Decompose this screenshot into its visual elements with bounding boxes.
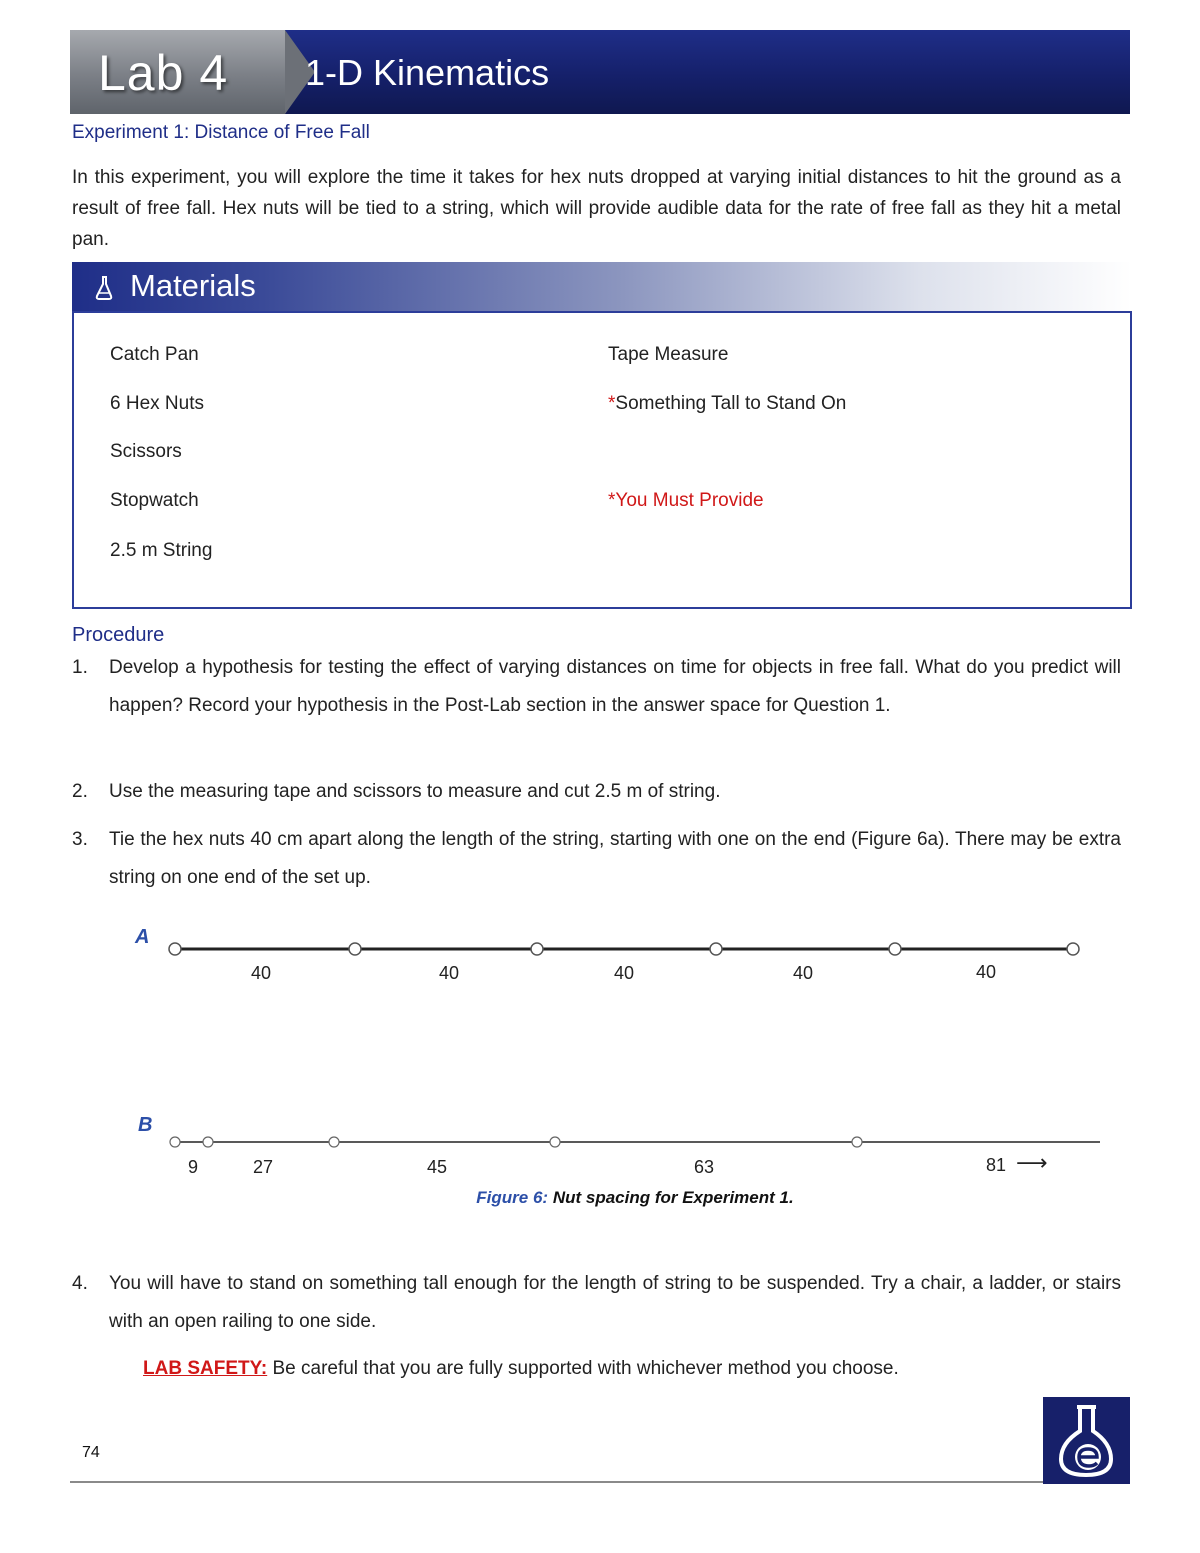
procedure-step [72,821,1121,897]
experiment-title: Experiment 1: Distance of Free Fall [72,122,370,143]
figure-caption-text: Nut spacing for Experiment 1. [548,1188,794,1207]
lab-number-label: Lab 4 [98,45,229,101]
lab-title: 1-D Kinematics [305,52,550,93]
step-number: 4. [72,1273,88,1294]
hex-nut [710,943,722,955]
hex-nut [852,1137,862,1147]
hex-nut [550,1137,560,1147]
spacing-label-a: 40 [613,963,635,983]
step-text: Tie the hex nuts 40 cm apart along the length of the string, starting with one on the end (Figure 6a). There may be extra string on one end of the set up. [109,829,1121,888]
continuation-arrow-icon: ⟶ [1016,1151,1048,1176]
material-item: Tape Measure [608,344,729,365]
hex-nut [329,1137,339,1147]
hex-nut [531,943,543,955]
spacing-label-b: 45 [426,1157,448,1177]
figure-caption-label: Figure 6: [476,1188,549,1207]
figure-b-label: B [138,1114,153,1136]
procedure-step [72,773,1121,811]
step-text: Use the measuring tape and scissors to measure and cut 2.5 m of string. [109,781,721,802]
material-item: 2.5 m String [110,540,213,561]
hex-nut [889,943,901,955]
spacing-label-a: 40 [250,963,272,983]
nut-spacing-figure [120,915,1120,1185]
experiment-intro: In this experiment, you will explore the time it takes for hex nuts dropped at varying initial distances to hit the ground as a result of free fall. Hex nuts will be tied to a string, which will provide audible data for the rate of free fall as they hit a metal pan. [72,167,1121,250]
procedure-step [72,649,1121,725]
step-number: 2. [72,781,88,802]
lab-header-banner [70,30,1130,114]
hex-nut [203,1137,213,1147]
hex-nut [170,1137,180,1147]
figure-caption [0,1188,1200,1208]
spacing-label-a: 40 [792,963,814,983]
spacing-label-b: 27 [252,1157,274,1177]
flask-e-logo-icon [1043,1397,1130,1484]
spacing-label-b: 9 [187,1157,199,1177]
step-text: You will have to stand on something tall enough for the length of string to be suspended. Try a chair, a ladder, or stairs with an open railing to one side. [109,1273,1121,1332]
material-item: Stopwatch [110,490,199,511]
procedure-title: Procedure [72,624,165,646]
footer-divider [70,1481,1043,1483]
materials-header-bar [72,262,1132,312]
lab-safety-text: Be careful that you are fully supported with whichever method you choose. [267,1358,899,1379]
figure-a-label: A [135,926,150,948]
step-number: 3. [72,829,88,850]
spacing-label-a: 40 [438,963,460,983]
spacing-label-a: 40 [975,962,997,982]
spacing-label-b: 63 [693,1157,715,1177]
lab-safety-label: LAB SAFETY: [143,1358,268,1379]
material-item: Scissors [110,441,182,462]
material-item: 6 Hex Nuts [110,393,204,414]
materials-note: *You Must Provide [608,490,764,511]
material-item: Catch Pan [110,344,199,365]
spacing-label-b: 81 [985,1155,1007,1175]
materials-box [72,311,1132,609]
hex-nut [169,943,181,955]
step-number: 1. [72,657,88,678]
material-item-user-provided: *Something Tall to Stand On [608,393,847,414]
lab-safety-note [143,1358,899,1380]
page-number: 74 [82,1444,100,1461]
materials-title: Materials [130,268,256,303]
material-item-text: Something Tall to Stand On [615,393,847,414]
flask-hand-icon [92,275,118,306]
step-text: Develop a hypothesis for testing the effect of varying distances on time for objects in free fall. What do you predict will happen? Record your hypothesis in the Post-Lab section in the answer space for Question 1. [109,657,1121,716]
procedure-step [72,1265,1121,1341]
hex-nut [1067,943,1079,955]
hex-nut [349,943,361,955]
